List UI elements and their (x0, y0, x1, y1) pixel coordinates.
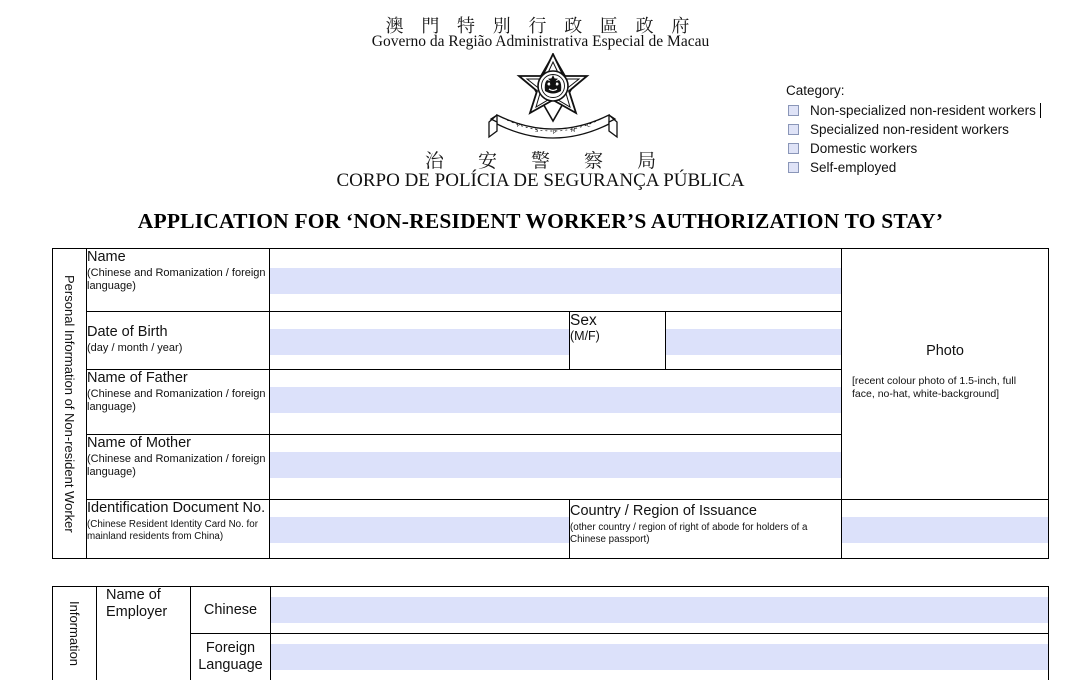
personal-information-table (52, 248, 1049, 559)
government-title-chinese: 澳 門 特 別 行 政 區 政 府 (385, 16, 696, 37)
photo-placeholder[interactable] (842, 249, 1049, 500)
field-highlight (270, 268, 841, 294)
input-name-of-mother[interactable] (270, 435, 842, 500)
svg-text:M: M (571, 128, 576, 134)
checkbox-specialized[interactable] (788, 124, 799, 135)
input-name[interactable] (270, 249, 842, 312)
svg-text:P: P (553, 130, 557, 136)
input-name-of-father[interactable] (270, 370, 842, 435)
checkbox-self-employed[interactable] (788, 162, 799, 173)
label-sex: Sex (M/F) (570, 312, 666, 370)
label-name-of-employer: Name of Employer (97, 587, 191, 680)
side-label-text: Information (67, 600, 82, 667)
field-highlight (271, 644, 1048, 670)
input-identification-document-no[interactable] (270, 500, 570, 559)
photo-note: [recent colour photo of 1.5-inch, full face, no-hat, white-background] (852, 375, 1017, 400)
government-title-portuguese: Governo da Região Administrativa Especial de Macau (371, 33, 710, 50)
field-highlight (270, 452, 841, 478)
text-cursor-caret (1040, 103, 1041, 118)
police-title-portuguese: CORPO DE POLÍCIA DE SEGURANÇA PÚBLICA (336, 170, 745, 191)
svg-text:C: C (587, 123, 591, 129)
category-option-self-employed[interactable] (786, 158, 1076, 177)
field-highlight (270, 329, 569, 355)
employer-information-table (52, 586, 1049, 680)
category-option-label: Domestic workers (810, 141, 918, 156)
label-name-of-mother: Name of Mother (Chinese and Romanization / foreign language) (87, 435, 270, 500)
label-chinese: Chinese (191, 587, 271, 634)
category-option-non-specialized[interactable] (786, 101, 1076, 120)
photo-label: Photo (926, 343, 964, 359)
side-label-text: Personal Information of Non-resident Worker (62, 274, 77, 533)
input-employer-name-chinese[interactable] (271, 587, 1049, 634)
category-group (786, 83, 1076, 177)
category-option-label: Non-specialized non-resident workers (810, 103, 1036, 118)
field-highlight (270, 517, 569, 543)
input-country-region-of-issuance[interactable] (842, 500, 1049, 559)
input-sex[interactable] (666, 312, 842, 370)
table-row-name (53, 249, 1049, 312)
label-name: Name (Chinese and Romanization / foreign language) (87, 249, 270, 312)
label-name-of-father: Name of Father (Chinese and Romanization / foreign language) (87, 370, 270, 435)
table-row-employer-foreign (53, 634, 1049, 680)
input-date-of-birth[interactable] (270, 312, 570, 370)
category-option-specialized[interactable] (786, 120, 1076, 139)
side-label-personal-information (53, 249, 87, 559)
label-foreign-language: Foreign Language (191, 634, 271, 680)
checkbox-domestic[interactable] (788, 143, 799, 154)
police-emblem-icon (483, 53, 623, 145)
category-option-domestic[interactable] (786, 139, 1076, 158)
police-title-chinese: 治 安 警 察 局 (424, 150, 671, 172)
table-row-employer-chinese (53, 587, 1049, 634)
label-identification-document-no: Identification Document No. (Chinese Resident Identity Card No. for mainland residents from China) (87, 500, 270, 559)
field-highlight (271, 597, 1048, 623)
field-highlight (666, 329, 841, 355)
category-option-label: Self-employed (810, 160, 897, 175)
side-label-information (53, 587, 97, 680)
field-highlight (842, 517, 1048, 543)
label-country-region-of-issuance: Country / Region of Issuance (other country / region of right of abode for holders of a Chinese passport) (570, 500, 842, 559)
category-option-label: Specialized non-resident workers (810, 122, 1009, 137)
svg-text:P: P (517, 123, 521, 129)
field-highlight (270, 387, 841, 413)
category-label: Category: (786, 83, 845, 98)
checkbox-non-specialized[interactable] (788, 105, 799, 116)
page-title: APPLICATION FOR ‘NON-RESIDENT WORKER’S AUTHORIZATION TO STAY’ (137, 209, 944, 233)
svg-text:S: S (535, 128, 539, 134)
table-row-identification (53, 500, 1049, 559)
input-employer-name-foreign[interactable] (271, 634, 1049, 680)
label-date-of-birth: Date of Birth (day / month / year) (87, 312, 270, 370)
